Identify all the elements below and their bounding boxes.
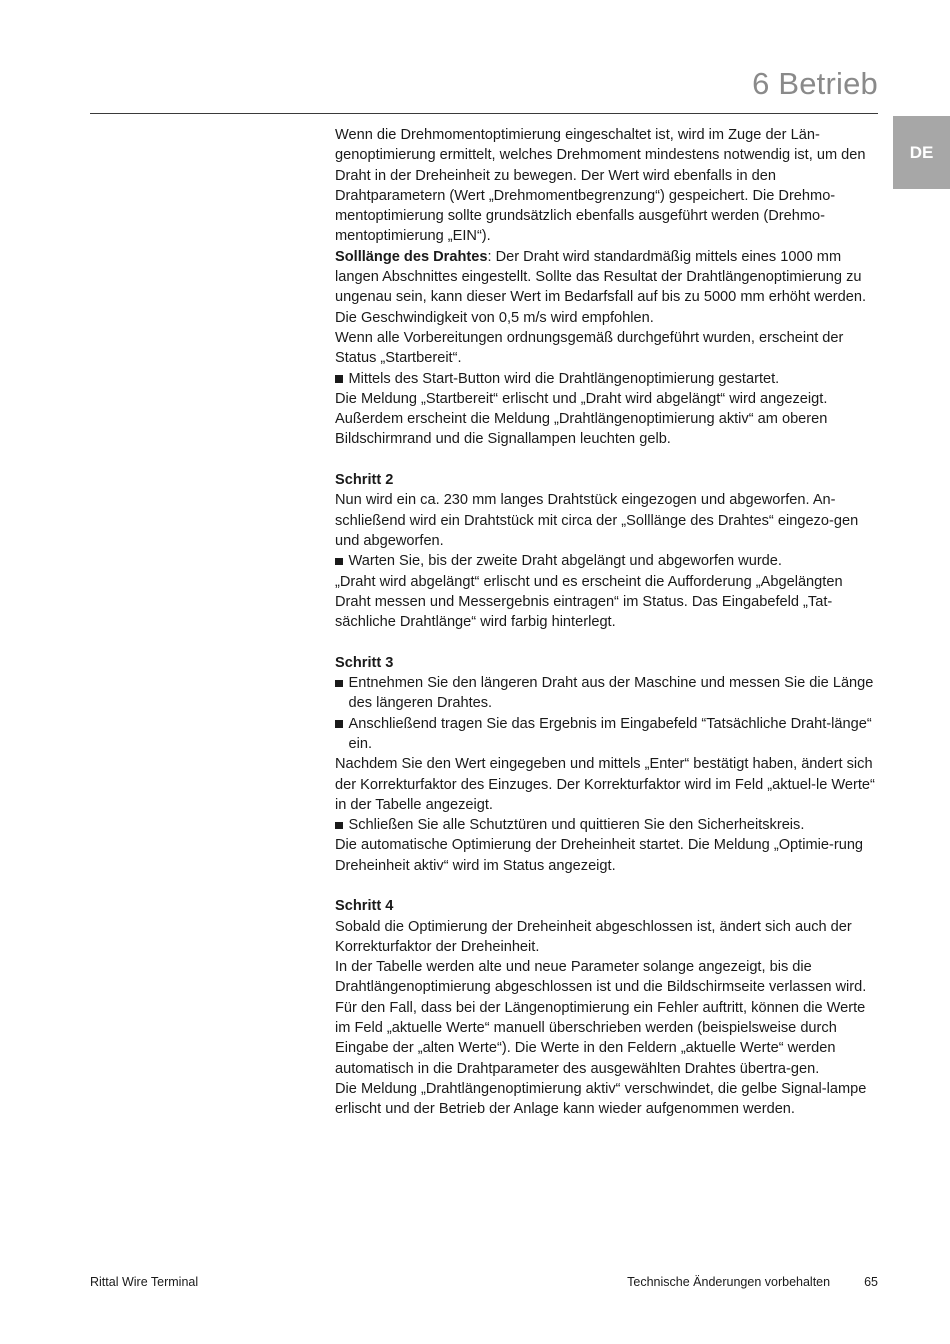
footer-right <box>627 1275 878 1289</box>
paragraph: Die automatische Optimierung der Dreheinheit startet. Die Meldung „Optimie-rung Dreheinheit aktiv“ wird im Status angezeigt. <box>335 837 864 874</box>
paragraph: Nun wird ein ca. 230 mm langes Drahtstück eingezogen und abgeworfen. An-schließend wird ein Drahtstück mit circa der „Solllänge des Drahtes“ eingezo-gen und abgeworfen. <box>335 492 859 549</box>
footer-product: Rittal Wire Terminal <box>90 1275 199 1289</box>
bullet-item <box>335 551 880 571</box>
bullet-text: Schließen Sie alle Schutztüren und quittieren Sie den Sicherheitskreis. <box>348 817 805 834</box>
bullet-item <box>335 673 880 714</box>
section-heading: Schritt 2 <box>335 472 394 489</box>
bullet-item <box>335 369 880 389</box>
bullet-text: Entnehmen Sie den längeren Draht aus der Maschine und messen Sie die Länge des längeren Drahtes. <box>348 675 874 712</box>
bullet-text: Anschließend tragen Sie das Ergebnis im Eingabefeld “Tatsächliche Draht-länge“ ein. <box>348 715 872 752</box>
paragraph: In der Tabelle werden alte und neue Parameter solange angezeigt, bis die Drahtlängenoptimierung abgeschlossen ist und die Bildschirmseite verlassen wird. <box>335 959 867 996</box>
bullet-item <box>335 815 880 835</box>
language-tab: DE <box>893 116 950 189</box>
bullet-text: Warten Sie, bis der zweite Draht abgelängt und abgeworfen wurde. <box>348 553 782 570</box>
bullet-item <box>335 714 880 755</box>
bullet-square-icon <box>335 720 343 728</box>
paragraph: Für den Fall, dass bei der Längenoptimierung ein Fehler auftritt, können die Werte im Feld „aktuelle Werte“ manuell überschrieben werden (beispielsweise durch Eingabe der „alten Werte“). Die Werte in den Feldern „aktuelle Werte“ werden automatisch in die Drahtparameter des ausgewählten Drahtes übertra-gen. <box>335 999 866 1077</box>
body-text <box>335 125 880 1120</box>
paragraph: Nachdem Sie den Wert eingegeben und mittels „Enter“ bestätigt haben, ändert sich der Korrekturfaktor des Einzuges. Der Korrekturfaktor wird im Feld „aktuel-le Werte“ in der Tabelle angezeigt. <box>335 756 875 813</box>
paragraph: Die Meldung „Drahtlängenoptimierung aktiv“ verschwindet, die gelbe Signal-lampe erlischt und der Betrieb der Anlage kann wieder aufgenommen werden. <box>335 1080 867 1118</box>
paragraph: Wenn die Drehmomentoptimierung eingeschaltet ist, wird im Zuge der Län-genoptimierung ermittelt, welches Drehmoment mindestens notwendig ist, um den Draht in der Dreheinheit zu bewegen. Der Wert wird ebenfalls in den Drahtparametern (Wert „Drehmomentbegrenzung“) gespeichert. Die Drehmo-mentoptimierung sollte grundsätzlich ebenfalls ausgeführt werden (Drehmo-mentoptimierung „EIN“). <box>335 127 866 245</box>
bullet-square-icon <box>335 375 343 383</box>
paragraph-text: : Der Draht wird standardmäßig mittels eines 1000 mm langen Abschnittes eingestellt. Sollte das Resultat der Drahtlängenoptimierung zu ungenau sein, kann dieser Wert im Bedarfsfall auf bis zu 5000 mm erhöht werden. <box>335 248 867 306</box>
section-heading: Schritt 3 <box>335 654 394 671</box>
paragraph: Die Meldung „Startbereit“ erlischt und „Draht wird abgelängt“ wird angezeigt. Außerdem erscheint die Meldung „Drahtlängenoptimierung aktiv“ am oberen Bildschirmrand und die Signallampen leuchten gelb. <box>335 390 828 448</box>
bullet-square-icon <box>335 822 343 830</box>
footer-notice: Technische Änderungen vorbehalten <box>627 1275 831 1289</box>
header-rule <box>90 113 878 114</box>
bold-term: Solllänge des Drahtes <box>335 248 488 265</box>
section-heading: Schritt 4 <box>335 898 394 915</box>
paragraph: Wenn alle Vorbereitungen ordnungsgemäß durchgeführt wurden, erscheint der Status „Startbereit“. <box>335 329 844 367</box>
paragraph: Sobald die Optimierung der Dreheinheit abgeschlossen ist, ändert sich auch der Korrekturfaktor der Dreheinheit. <box>335 918 852 955</box>
paragraph <box>335 247 880 308</box>
chapter-title: 6 Betrieb <box>752 66 878 101</box>
paragraph: „Draht wird abgelängt“ erlischt und es erscheint die Aufforderung „Abgelängten Draht messen und Messergebnis eintragen“ im Status. Das Eingabefeld „Tat-sächliche Drahtlänge“ wird farbig hinterlegt. <box>335 573 843 631</box>
bullet-square-icon <box>335 680 343 688</box>
page-number: 65 <box>864 1275 878 1289</box>
paragraph: Die Geschwindigkeit von 0,5 m/s wird empfohlen. <box>335 309 654 326</box>
bullet-text: Mittels des Start-Button wird die Drahtlängenoptimierung gestartet. <box>348 370 780 387</box>
bullet-square-icon <box>335 558 343 566</box>
